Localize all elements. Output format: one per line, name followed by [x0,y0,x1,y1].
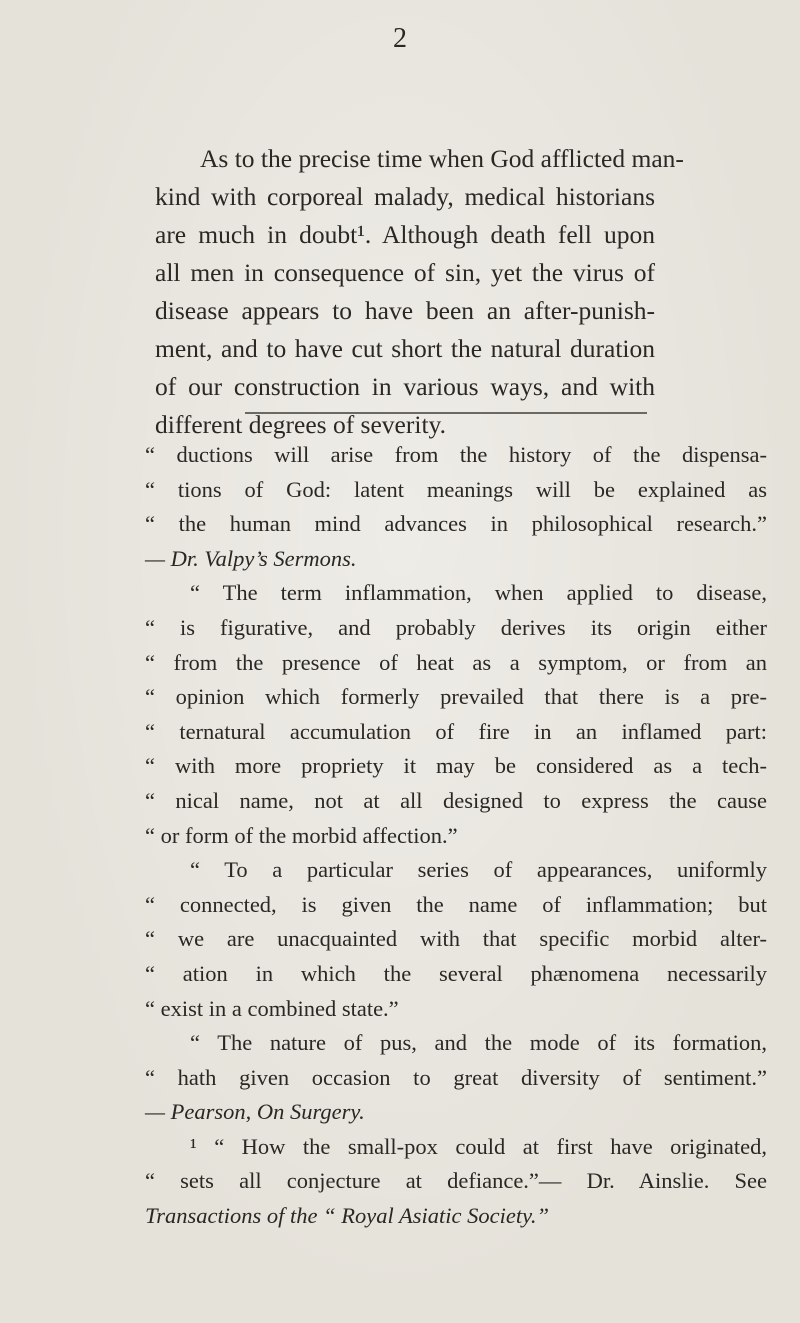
footnote-line: “ ductions will arise from the history of the dispensa- [145,442,767,467]
footnote-line: “ hath given occasion to great diversity of sentiment.” [145,1064,767,1090]
footnote-line: “ with more propriety it may be considered as a tech- [145,753,767,779]
main-line: all men in consequence of sin, yet the virus of [155,258,655,287]
footnote-line: Transactions of the “ Royal Asiatic Society.” [145,1203,549,1229]
main-line: As to the precise time when God afflicted man- [200,144,684,173]
footnote-line: “ ternatural accumulation of fire in an inflamed part: [145,718,767,744]
footnote-line: “ ation in which the several phænomena necessarily [145,960,767,986]
footnote-line: “ The nature of pus, and the mode of its formation, [190,1030,767,1056]
footnote-line: “ is figurative, and probably derives its origin either [145,614,767,640]
main-line: disease appears to have been an after-punish- [155,296,655,325]
footnote-line: “ exist in a combined state.” [145,995,399,1021]
main-line: ment, and to have cut short the natural duration [155,334,655,363]
main-line: different degrees of severity. [155,410,446,439]
footnote-line: “ tions of God: latent meanings will be explained as [145,476,767,502]
footnote-line: “ the human mind advances in philosophical research.” [145,511,767,537]
footnotes [145,438,767,1234]
footnote-line: “ connected, is given the name of inflammation; but [145,891,767,917]
footnote-line: “ from the presence of heat as a symptom, or from an [145,649,767,675]
footnote-line: “ or form of the morbid affection.” [145,822,458,848]
footnote-line: “ opinion which formerly prevailed that there is a pre- [145,684,767,710]
footnote-line: “ nical name, not at all designed to express the cause [145,787,767,813]
footnote-line: “ we are unacquainted with that specific morbid alter- [145,926,767,952]
footnote-line: “ The term inflammation, when applied to disease, [190,580,767,606]
main-line: of our construction in various ways, and with [155,372,655,401]
footnote-divider [245,412,647,414]
footnote-line: “ sets all conjecture at defiance.”— Dr. Ainslie. See [145,1168,767,1194]
footnote-line: “ To a particular series of appearances, uniformly [190,857,767,883]
footnote-citation: — Dr. Valpy’s Sermons. [145,545,357,571]
main-line: kind with corporeal malady, medical historians [155,182,655,211]
page-number: 2 [393,23,407,54]
main-paragraph [155,140,684,444]
footnote-line: ¹ “ How the small-pox could at first have originated, [190,1133,767,1159]
footnote-citation: — Pearson, On Surgery. [145,1099,365,1125]
main-line: are much in doubt¹. Although death fell upon [155,220,655,249]
